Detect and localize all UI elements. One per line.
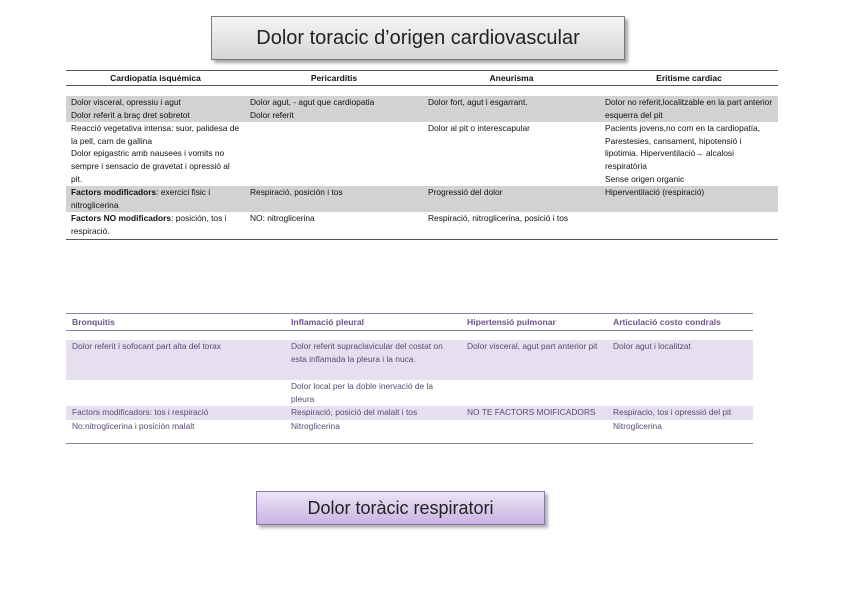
table-cell: Dolor referit supraclavicular del costat on esta inflamada la pleura i la nuca. xyxy=(285,340,461,380)
table-cell: NO: nitroglicerina xyxy=(250,213,315,224)
table-cell: Progressió del dolor xyxy=(423,186,600,212)
respiratory-table xyxy=(66,313,753,444)
table-cell: Nitroglicerina xyxy=(291,420,340,431)
table-cell: Respiracio, tos i opressió del pit xyxy=(607,406,753,420)
table-cell xyxy=(600,212,778,239)
table-cell: Reacció vegetativa intensa: suor, palidesa de la pell, carn de gallina Dolor epigastric amb nausees i vomits no sempre i sensacio de gravetat i opressió al pit. xyxy=(71,123,240,184)
table-cell: Dolor agut i localitzat xyxy=(607,340,753,380)
table-cell: No:nitroglicerina i posición malalt xyxy=(72,420,195,431)
table-cell: NO TE FACTORS MOIFICADORS xyxy=(461,406,607,420)
header-pericarditis: Pericarditis xyxy=(245,71,423,86)
header-inflamacio-pleural: Inflamació pleural xyxy=(285,314,461,331)
table-cell xyxy=(461,380,607,406)
table-cell: Factors modificadors: tos i respiració xyxy=(66,406,285,420)
table-row xyxy=(66,212,778,239)
table-cell: Factors NO modificadors: posición, tos i respiració. xyxy=(71,213,227,236)
table-header-row xyxy=(66,314,753,331)
table-row xyxy=(66,406,753,420)
header-articulacio-costo-condrals: Articulació costo condrals xyxy=(607,314,753,331)
table-row xyxy=(66,186,778,212)
header-eritisme: Eritisme cardiac xyxy=(600,71,778,86)
table-cell: Respiració, posició del malalt i tos xyxy=(285,406,461,420)
table-cell: Respiració, posición i tos xyxy=(245,186,423,212)
table-row xyxy=(66,380,753,406)
cardiovascular-table xyxy=(66,70,778,240)
table-row xyxy=(66,122,778,186)
table-cell: Factors modificadors: exercici fisic i nitroglicerina xyxy=(66,186,245,212)
table-row xyxy=(66,340,753,380)
header-bronquitis: Bronquitis xyxy=(66,314,285,331)
header-hipertensio-pulmonar: Hipertensió pulmonar xyxy=(461,314,607,331)
table-row xyxy=(66,96,778,122)
table-cell xyxy=(66,380,285,406)
table-cell: Dolor al pit o interescapular xyxy=(428,123,530,134)
table-cell: Pacients jovens,no com en la cardiopatía, Parestesies, cansament, hipotensió i lipotimia. Hiperventilació→ alcalosi respiratòria Sense origen organic xyxy=(605,123,761,184)
table-cell: Respiració, nitroglicerina, posició i tos xyxy=(428,213,569,224)
table-cell xyxy=(461,420,607,434)
table-cell: Dolor agut, - agut que cardiopatia Dolor referit xyxy=(245,96,423,122)
table-cell: Dolor visceral, opressiu i agut Dolor referit a braç dret sobretot xyxy=(66,96,245,122)
table-cell xyxy=(607,380,753,406)
respiratory-title: Dolor toràcic respiratori xyxy=(256,491,545,525)
table-header-row xyxy=(66,71,778,86)
table-cell: Dolor visceral, agut part anterior pit xyxy=(461,340,607,380)
table-cell: Dolor referit i sofocant part alta del torax xyxy=(66,340,285,380)
header-cardiopatia: Cardiopatía isquémica xyxy=(66,71,245,86)
table-cell: Nitroglicerina xyxy=(613,420,662,431)
header-aneurisma: Aneurisma xyxy=(423,71,600,86)
table-cell xyxy=(245,122,423,186)
table-row xyxy=(66,420,753,434)
table-cell: Dolor no referit,localitzable en la part anterior esquerra del pit xyxy=(600,96,778,122)
table-cell: Hiperventilació (respiració) xyxy=(600,186,778,212)
table-cell: Dolor local per la doble inervació de la pleura xyxy=(291,381,433,404)
table-cell: Dolor fort, agut i esgarrant. xyxy=(423,96,600,122)
cardiovascular-title: Dolor toracic d’origen cardiovascular xyxy=(211,16,625,60)
